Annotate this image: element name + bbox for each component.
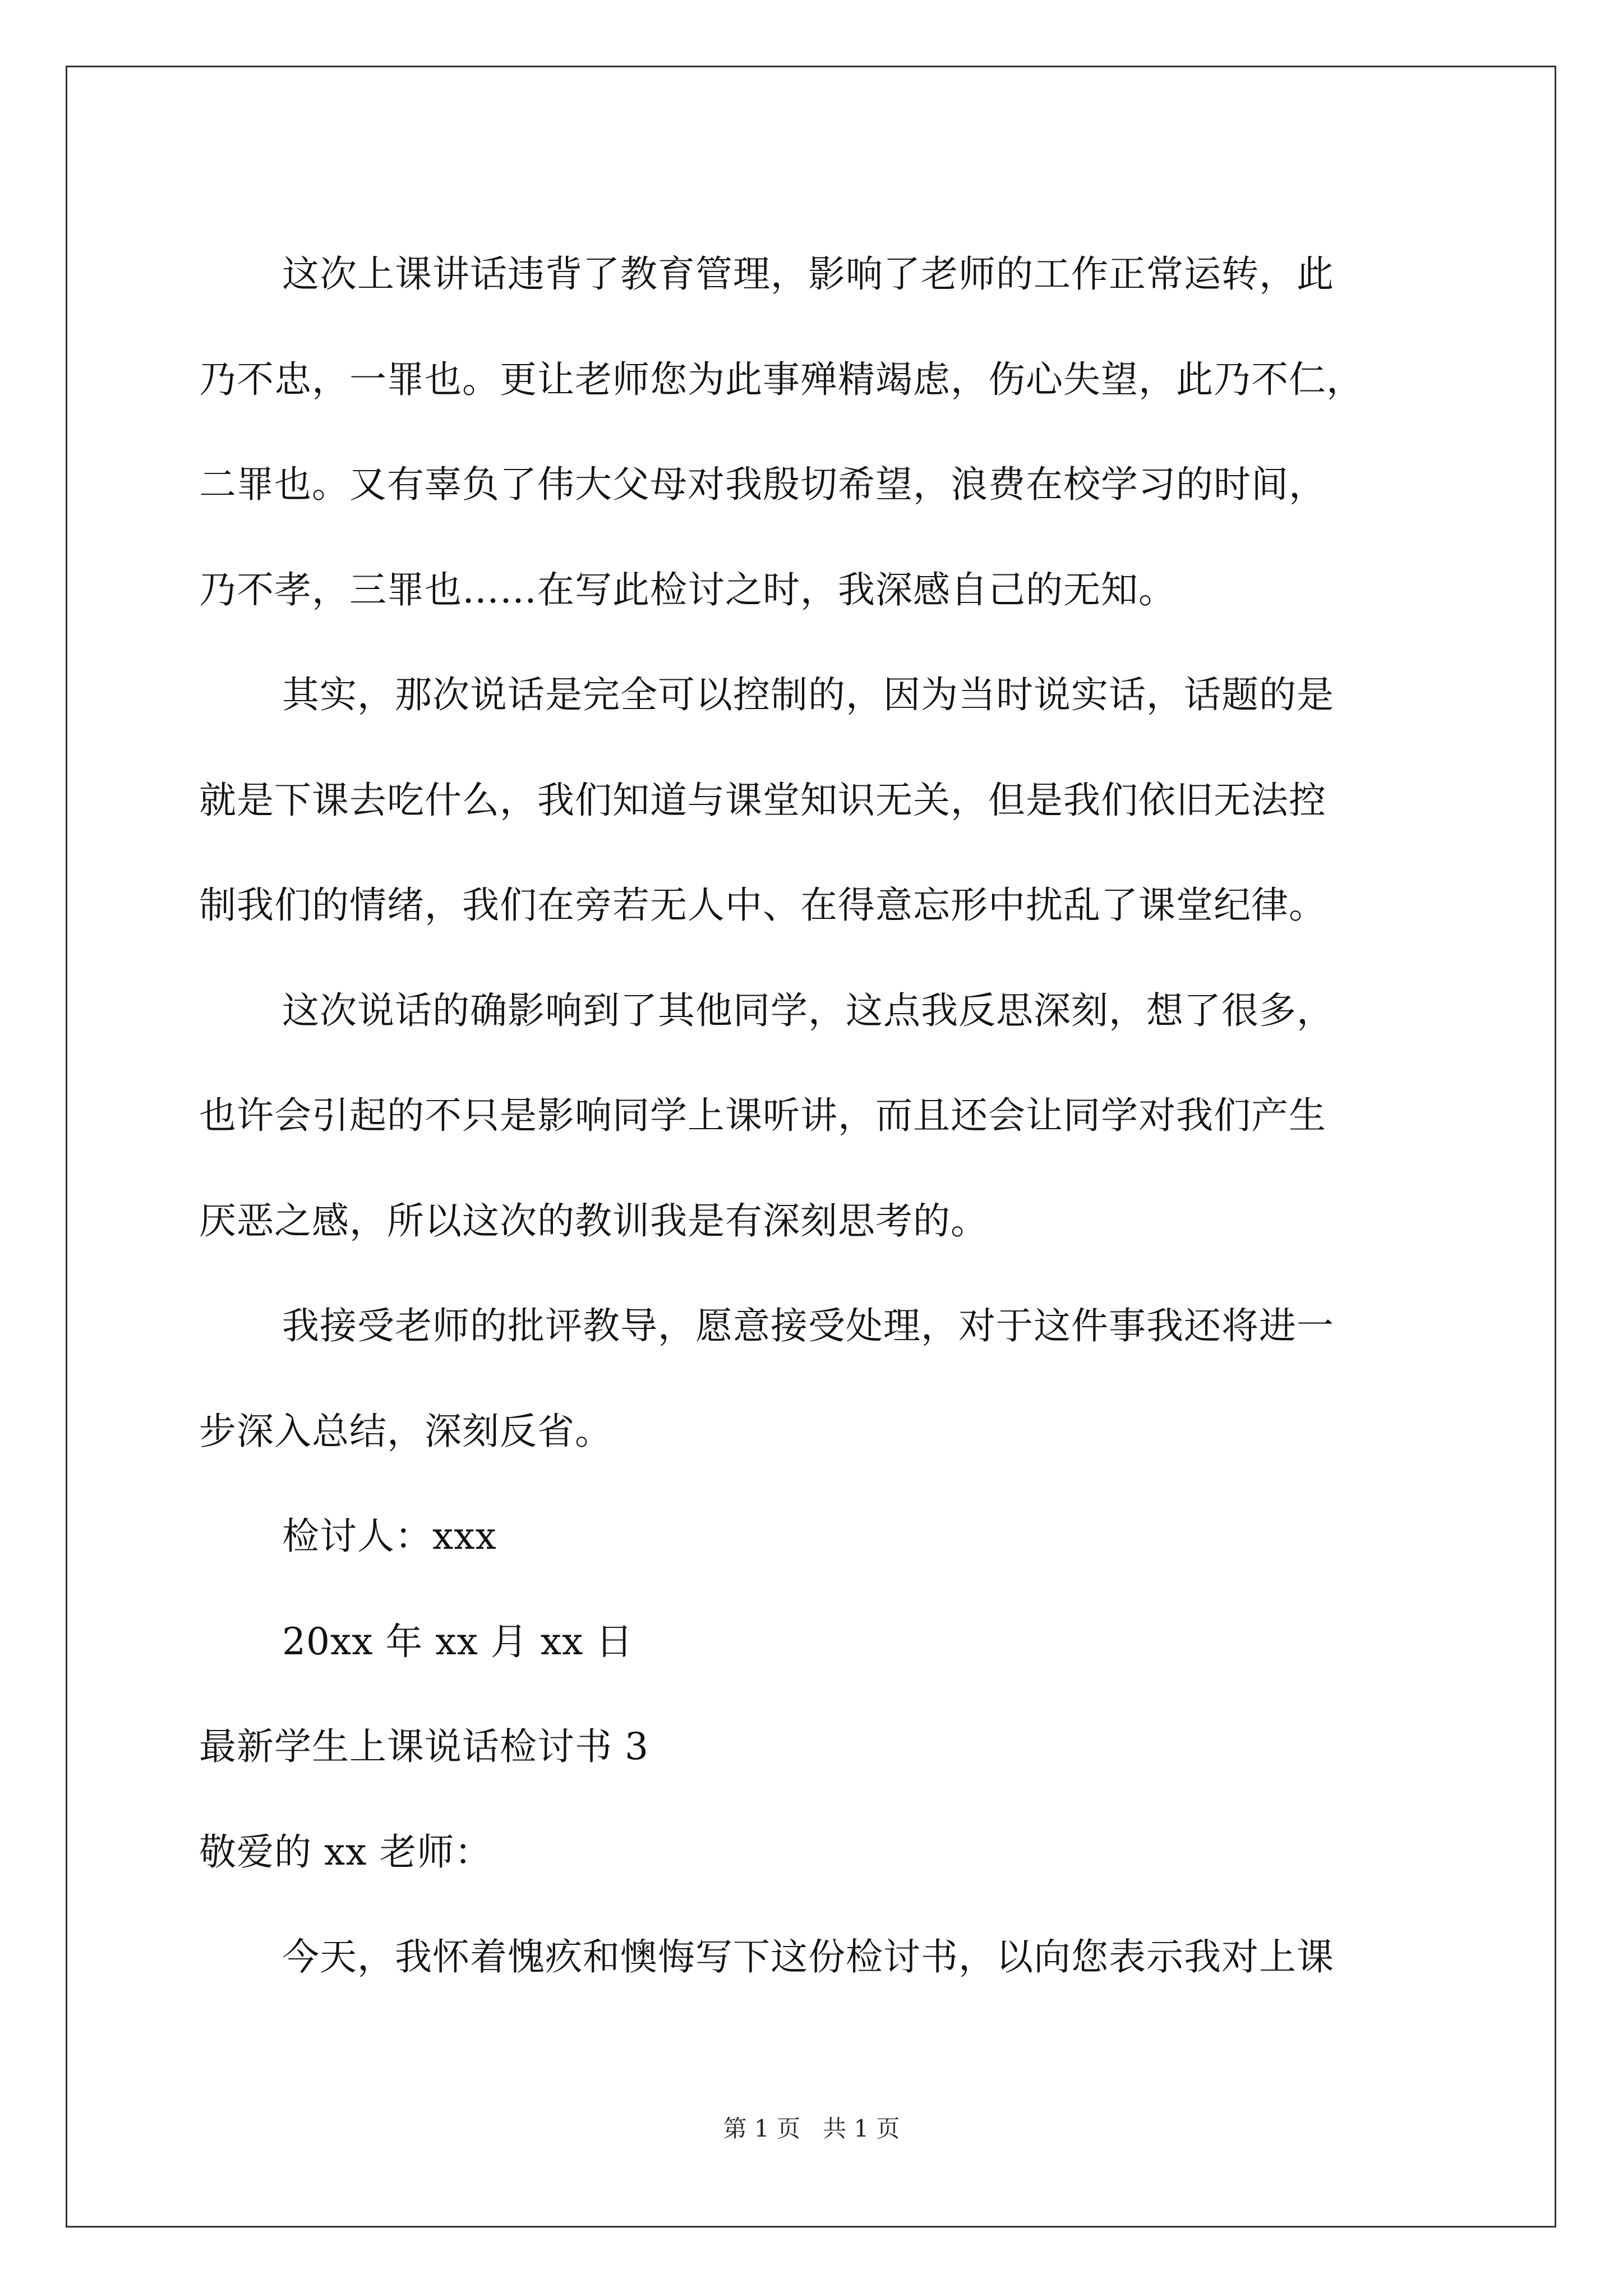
paragraph-3-line-2: 也许会引起的不只是影响同学上课听讲，而且还会让同学对我们产生 (199, 1094, 1326, 1137)
paragraph-1-line-2: 乃不忠，一罪也。更让老师您为此事殚精竭虑，伤心失望，此乃不仁， (199, 357, 1364, 401)
page-number: 第 1 页 (723, 2115, 800, 2142)
paragraph-1-line-3: 二罪也。又有辜负了伟大父母对我殷切希望，浪费在校学习的时间， (199, 463, 1326, 506)
paragraph-3-line-1: 这次说话的确影响到了其他同学，这点我反思深刻，想了很多， (282, 988, 1334, 1032)
paragraph-2-line-2: 就是下课去吃什么，我们知道与课堂知识无关，但是我们依旧无法控 (199, 778, 1326, 822)
section-heading: 最新学生上课说话检讨书 3 (199, 1725, 649, 1768)
paragraph-1-line-1: 这次上课讲话违背了教育管理，影响了老师的工作正常运转，此 (282, 252, 1334, 296)
paragraph-1-line-4: 乃不孝，三罪也……在写此检讨之时，我深感自己的无知。 (199, 568, 1176, 611)
date-line: 20xx 年 xx 月 xx 日 (282, 1619, 634, 1663)
paragraph-2-line-3: 制我们的情绪，我们在旁若无人中、在得意忘形中扰乱了课堂纪律。 (199, 884, 1326, 927)
paragraph-3-line-3: 厌恶之感，所以这次的教训我是有深刻思考的。 (199, 1199, 988, 1243)
paragraph-2-line-1: 其实，那次说话是完全可以控制的，因为当时说实话，话题的是 (282, 673, 1334, 716)
page-total: 共 1 页 (823, 2115, 900, 2142)
page-footer (0, 2112, 1623, 2146)
document-body (199, 222, 1455, 2010)
signature-line: 检讨人：xxx (282, 1515, 497, 1558)
paragraph-4-line-1: 我接受老师的批评教导，愿意接受处理，对于这件事我还将进一 (282, 1304, 1334, 1347)
paragraph-5-line-1: 今天，我怀着愧疚和懊悔写下这份检讨书，以向您表示我对上课 (282, 1935, 1334, 1978)
paragraph-4-line-2: 步深入总结，深刻反省。 (199, 1409, 612, 1453)
salutation: 敬爱的 xx 老师： (199, 1830, 492, 1874)
